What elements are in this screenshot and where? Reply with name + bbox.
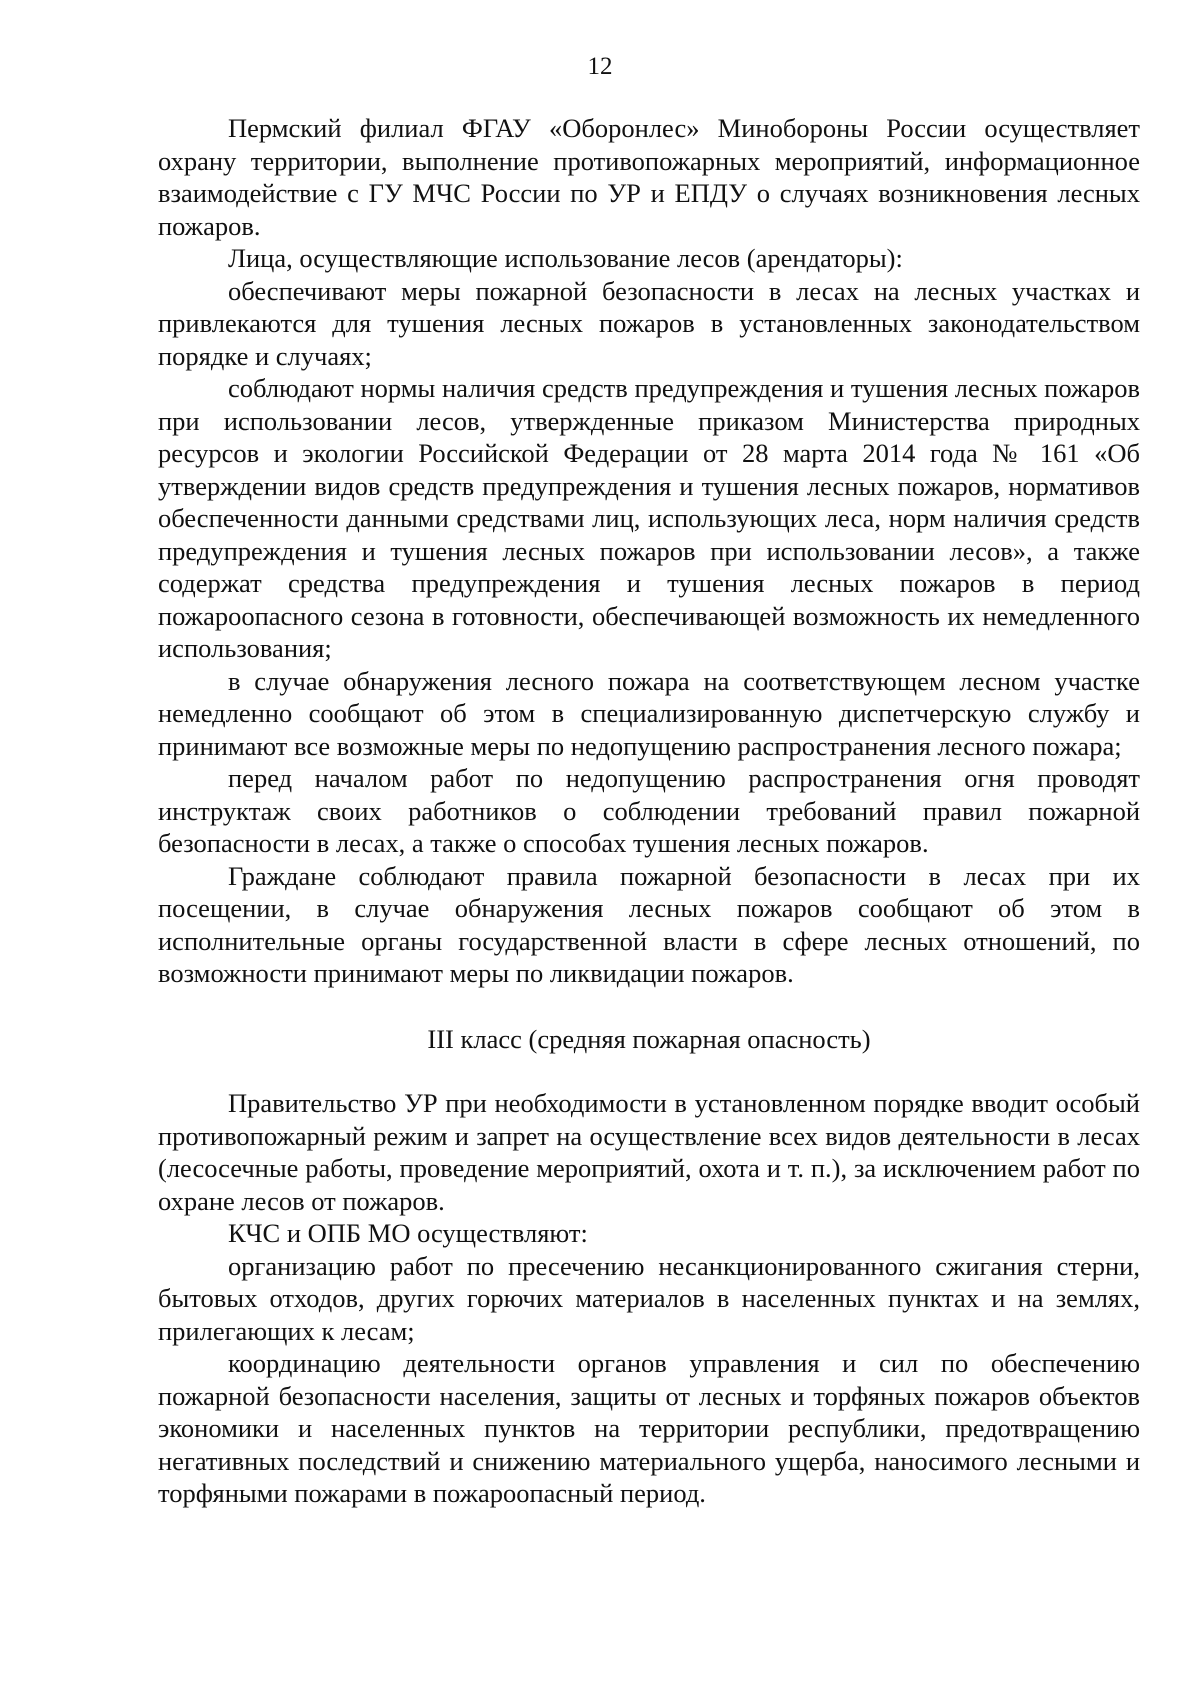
section-heading-class-3: III класс (средняя пожарная опасность) (427, 1023, 871, 1054)
paragraph-forest-users-norms: соблюдают нормы наличия средств предупреждения и тушения лесных пожаров при использовании лесов, утвержденные приказом Министерства природных ресурсов и экологии Российской Федерации от 28 марта 2014 года № 161 «Об утверждении видов средств предупреждения и тушения лесных пожаров, нормативов обеспеченности данными средствами лиц, использующих леса, норм наличия средств предупреждения и тушения лесных пожаров при использовании лесов», а также содержат средства предупреждения и тушения лесных пожаров в период пожароопасного сезона в готовности, обеспечивающей возможность их немедленного использования; (158, 373, 1140, 663)
paragraph-forest-users-briefing: перед началом работ по недопущению распространения огня проводят инструктаж своих работников о соблюдении требований правил пожарной безопасности в лесах, а также о способах тушения лесных пожаров. (158, 763, 1140, 858)
document-body (158, 112, 1140, 1510)
paragraph-forest-users-intro: Лица, осуществляющие использование лесов (арендаторы): (228, 243, 903, 273)
paragraph-citizens: Граждане соблюдают правила пожарной безопасности в лесах при их посещении, в случае обнаружения лесных пожаров сообщают об этом в исполнительные органы государственной власти в сфере лесных отношений, по возможности принимают меры по ликвидации пожаров. (158, 860, 1140, 988)
paragraph-forest-users-measures: обеспечивают меры пожарной безопасности в лесах на лесных участках и привлекаются для тушения лесных пожаров в установленных законодательством порядке и случаях; (158, 275, 1140, 371)
page-number: 12 (587, 53, 613, 80)
paragraph-kchs-intro: КЧС и ОПБ МО осуществляют: (228, 1218, 588, 1248)
paragraph-kchs-burning: организацию работ по пресечению несанкционированного сжигания стерни, бытовых отходов, других горючих материалов в населенных пунктах и на землях, прилегающих к лесам; (158, 1250, 1140, 1346)
paragraph-kchs-coordination: координацию деятельности органов управления и сил по обеспечению пожарной безопасности населения, защиты от лесных и торфяных пожаров объектов экономики и населенных пунктов на территории республики, предотвращению негативных последствий и снижению материального ущерба, наносимого лесными и торфяными пожарами в пожароопасный период. (158, 1348, 1140, 1508)
paragraph-oboronles: Пермский филиал ФГАУ «Оборонлес» Минобороны России осуществляет охрану территории, выполнение противопожарных мероприятий, информационное взаимодействие с ГУ МЧС России по УР и ЕПДУ о случаях возникновения лесных пожаров. (158, 113, 1140, 241)
paragraph-government: Правительство УР при необходимости в установленном порядке вводит особый противопожарный режим и запрет на осуществление всех видов деятельности в лесах (лесосечные работы, проведение мероприятий, охота и т. п.), за исключением работ по охране лесов от пожаров. (158, 1088, 1140, 1216)
paragraph-forest-users-detection: в случае обнаружения лесного пожара на соответствующем лесном участке немедленно сообщают об этом в специализированную диспетчерскую службу и принимают все возможные меры по недопущению распространения лесного пожара; (158, 665, 1140, 761)
